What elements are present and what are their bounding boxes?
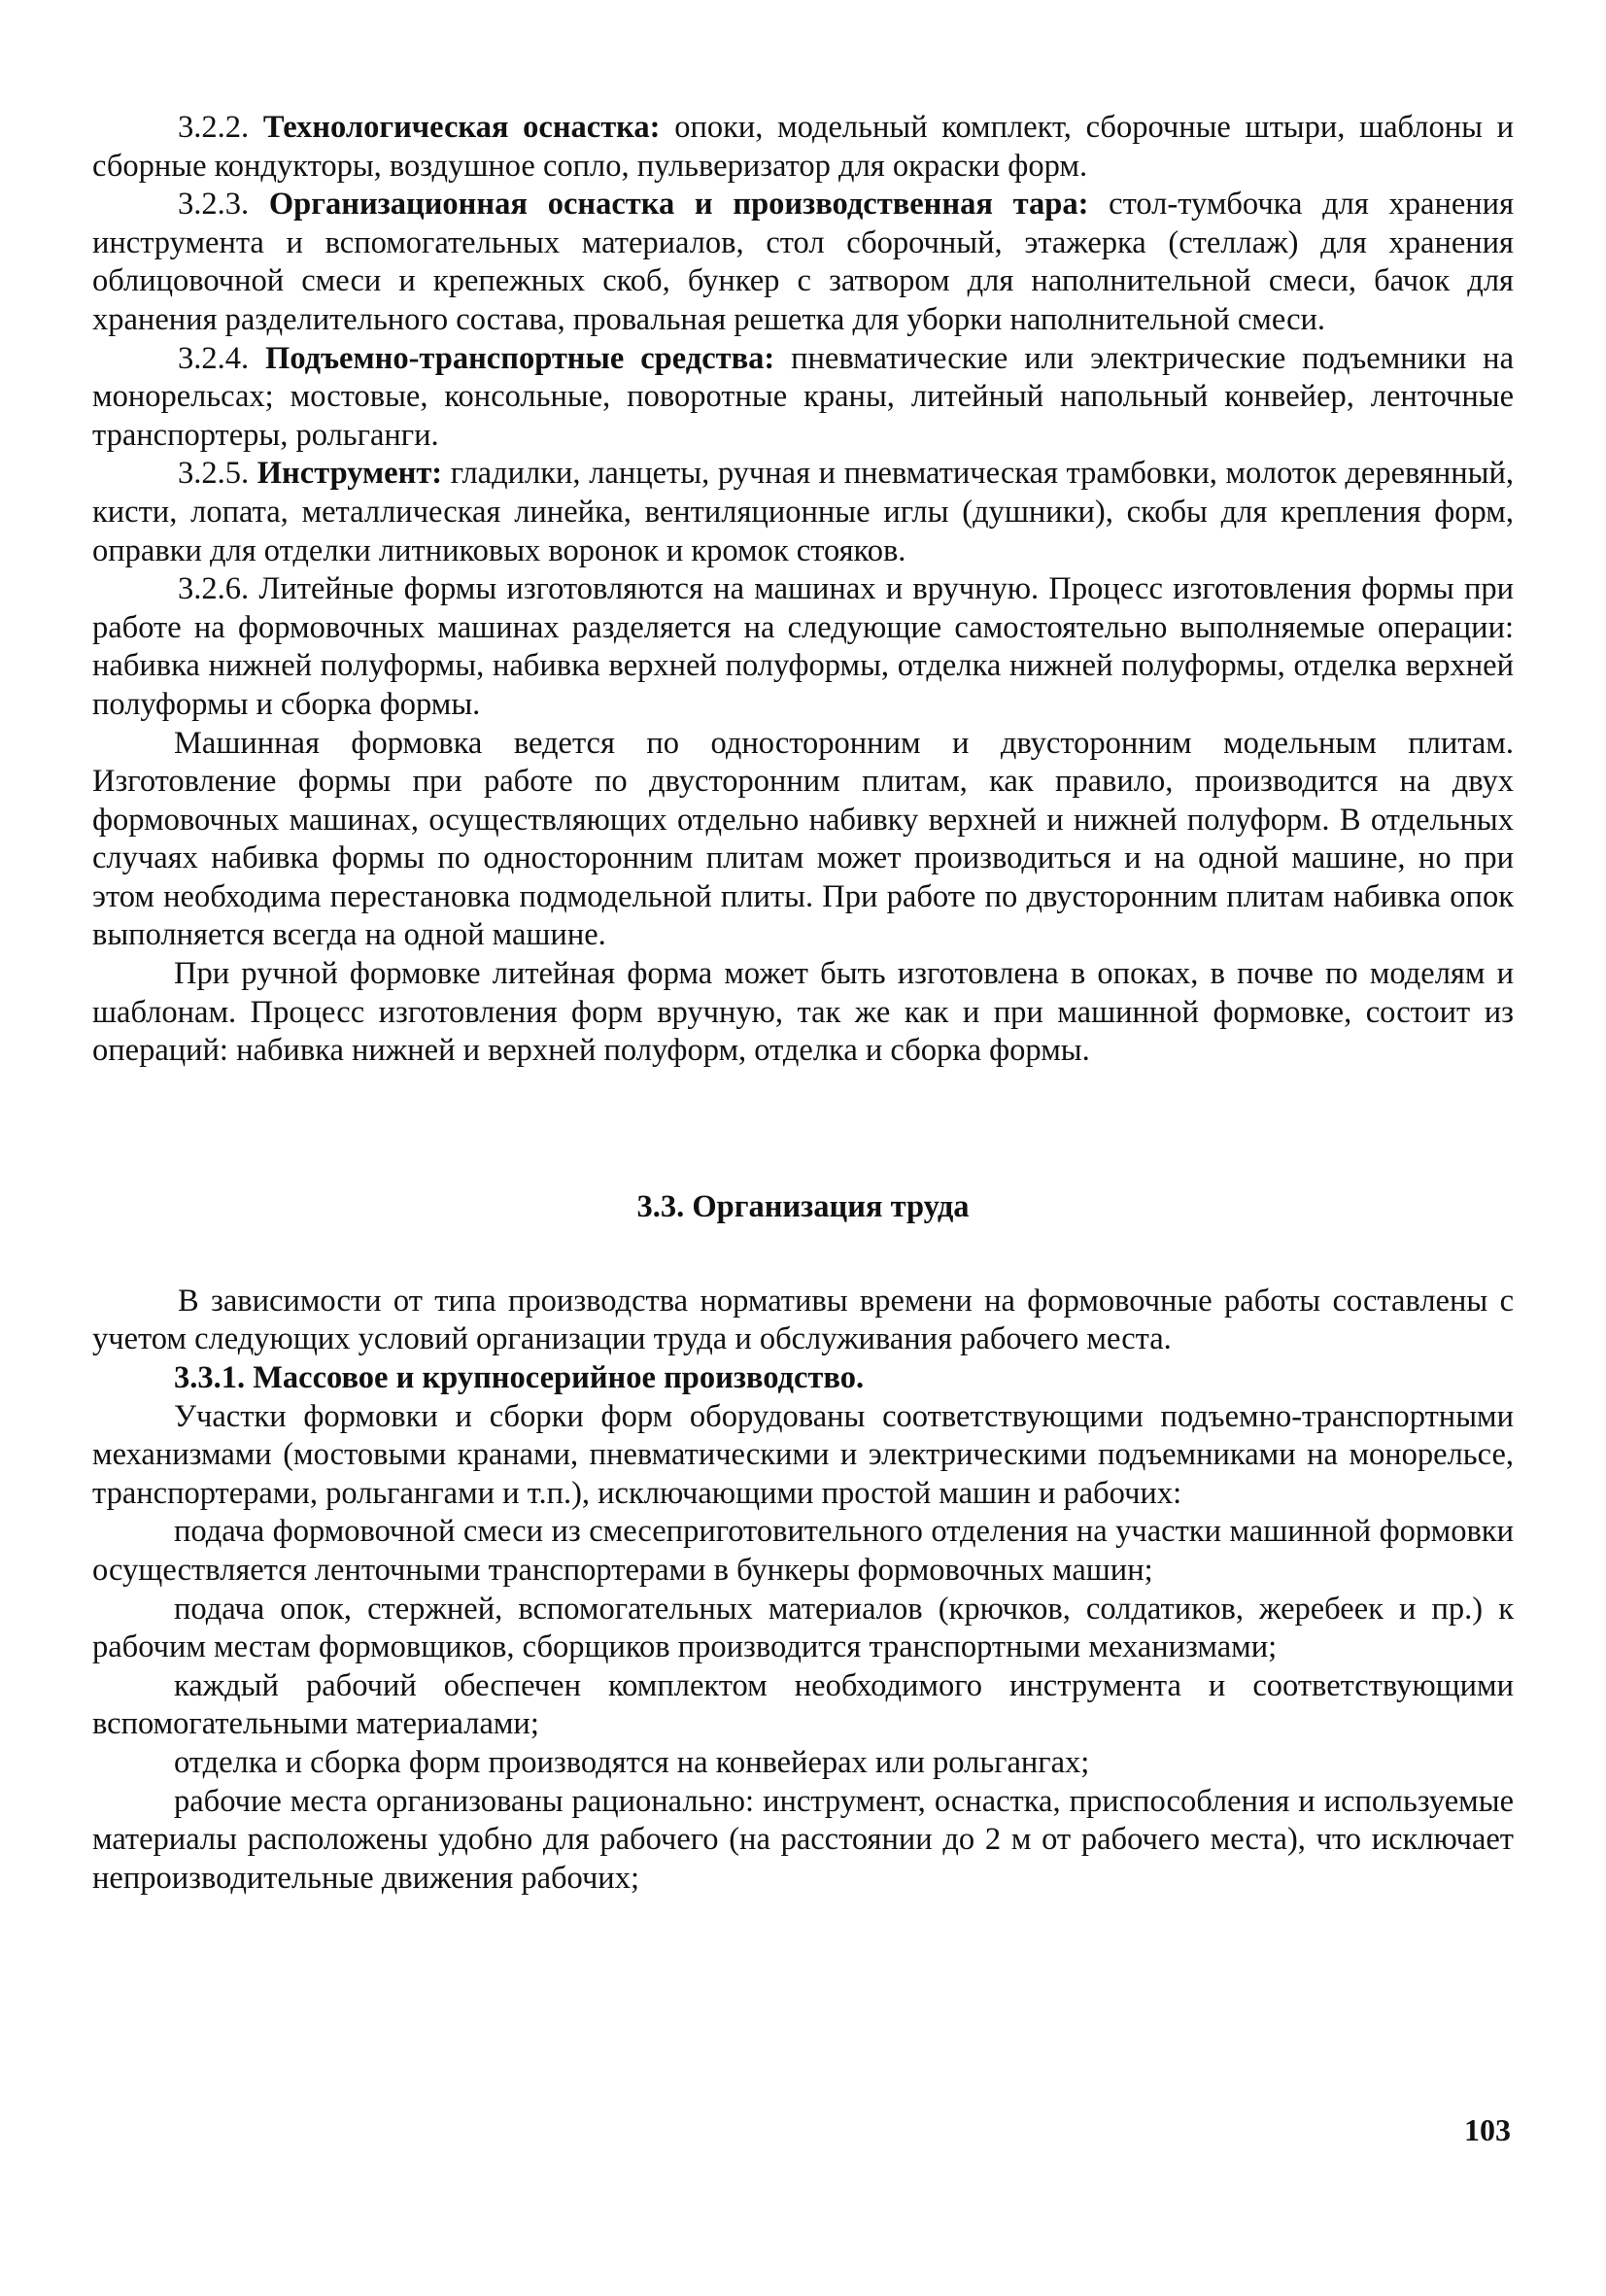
- paragraph-heading: Подъемно-транспортные средства:: [265, 340, 775, 376]
- paragraph-number: 3.2.4.: [178, 340, 250, 376]
- paragraph-heading: Организационная оснастка и производственная тара:: [268, 187, 1089, 223]
- paragraph-machine-molding: [92, 725, 1514, 956]
- paragraph-text: Машинная формовка ведется по односторонним и двусторонним модельным плитам. Изготовление формы при работе по двусторонним плитам, как правило, производится на двух формовочных машинах, осуществляющих отдельно набивку верхней и нижней полуформ. В отдельных случаях набивка формы по односторонним плитам может производиться и на одной машине, но при этом необходима перестановка подмодельной плиты. При работе по двусторонним плитам набивка опок выполняется всегда на одной машине.: [92, 725, 1514, 953]
- paragraph-manual-molding: [92, 955, 1514, 1071]
- section-subheading: [92, 1359, 1514, 1398]
- paragraph-text: гладилки, ланцеты, ручная и пневматическая трамбовки, молоток деревянный, кисти, лопата, металлическая линейка, вентиляционные иглы (душники), скобы для крепления форм, оправки для отделки литниковых воронок и кромок стояков.: [92, 456, 1515, 568]
- paragraph-text: 3.2.6. Литейные формы изготовляются на машинах и вручную. Процесс изготовления формы при работе на формовочных машинах разделяется на следующие самостоятельно выполняемые операции: набивка нижней полуформы, набивка верхней полуформы, отделка нижней полуформы, отделка верхней полуформы и сборка формы.: [92, 571, 1514, 722]
- list-item: подача формовочной смеси из смесеприготовительного отделения на участки машинной формовки осуществляется ленточными транспортерами в бункеры формовочных машин;: [92, 1514, 1514, 1588]
- list-item: каждый рабочий обеспечен комплектом необходимого инструмента и соответствующими вспомогательными материалами;: [92, 1667, 1514, 1742]
- list-item: отделка и сборка форм производятся на конвейерах или рольгангах;: [174, 1744, 1090, 1780]
- paragraph-text: При ручной формовке литейная форма может быть изготовлена в опоках, в почве по моделям и шаблонам. Процесс изготовления форм вручную, так же как и при машинной формовке, состоит из операций: набивка нижней и верхней полуформ, отделка и сборка формы.: [92, 956, 1514, 1069]
- page-number: 103: [1464, 2112, 1511, 2147]
- document-page: [92, 109, 1514, 1898]
- paragraph-number: 3.2.2.: [178, 110, 250, 145]
- section-spacer: [92, 1071, 1514, 1187]
- subheading-text: 3.3.1. Массовое и крупносерийное производство.: [174, 1360, 865, 1396]
- section-title: 3.3. Организация труда: [636, 1188, 970, 1224]
- paragraph-3-2-2: [92, 109, 1514, 186]
- paragraph-number: 3.2.5.: [178, 456, 250, 492]
- paragraph-number: 3.2.3.: [178, 187, 250, 223]
- section-intro: В зависимости от типа производства нормативы времени на формовочные работы составлены с учетом следующих условий организации труда и обслуживания рабочего места.: [92, 1283, 1514, 1357]
- paragraph-heading: Технологическая оснастка:: [262, 110, 661, 145]
- paragraph-3-2-4: [92, 340, 1514, 456]
- paragraph-text: пневматические или электрические подъемники на монорельсах; мостовые, консольные, поворотные краны, литейный напольный конвейер, ленточные транспортеры, рольганги.: [92, 340, 1515, 453]
- paragraph-3-2-5: [92, 455, 1514, 570]
- paragraph-text: опоки, модельный комплект, сборочные штыри, шаблоны и сборные кондукторы, воздушное сопло, пульверизатор для окраски форм.: [92, 110, 1515, 184]
- paragraph-text: стол-тумбочка для хранения инструмента и вспомогательных материалов, стол сборочный, этажерка (стеллаж) для хранения облицовочной смеси и крепежных скоб, бункер с затвором для наполнительной смеси, бачок для хранения разделительного состава, провальная решетка для уборки наполнительной смеси.: [92, 187, 1515, 337]
- title-spacer: [92, 1226, 1514, 1283]
- paragraph-heading: Инструмент:: [256, 456, 443, 492]
- paragraph-3-2-6: [92, 570, 1514, 724]
- paragraph-3-2-3: [92, 186, 1514, 339]
- list-item: рабочие места организованы рационально: инструмент, оснастка, приспособления и используемые материалы расположены удобно для рабочего (на расстоянии до 2 м от рабочего места), что исключает непроизводительные движения рабочих;: [92, 1783, 1514, 1896]
- list-item: подача опок, стержней, вспомогательных материалов (крючков, солдатиков, жеребеек и пр.) к рабочим местам формовщиков, сборщиков производится транспортными механизмами;: [92, 1591, 1514, 1665]
- list-item: Участки формовки и сборки форм оборудованы соответствующими подъемно-транспортными механизмами (мостовыми кранами, пневматическими и электрическими подъемниками на монорельсе, транспортерами, рольгангами и т.п.), исключающими простой машин и рабочих:: [92, 1398, 1514, 1511]
